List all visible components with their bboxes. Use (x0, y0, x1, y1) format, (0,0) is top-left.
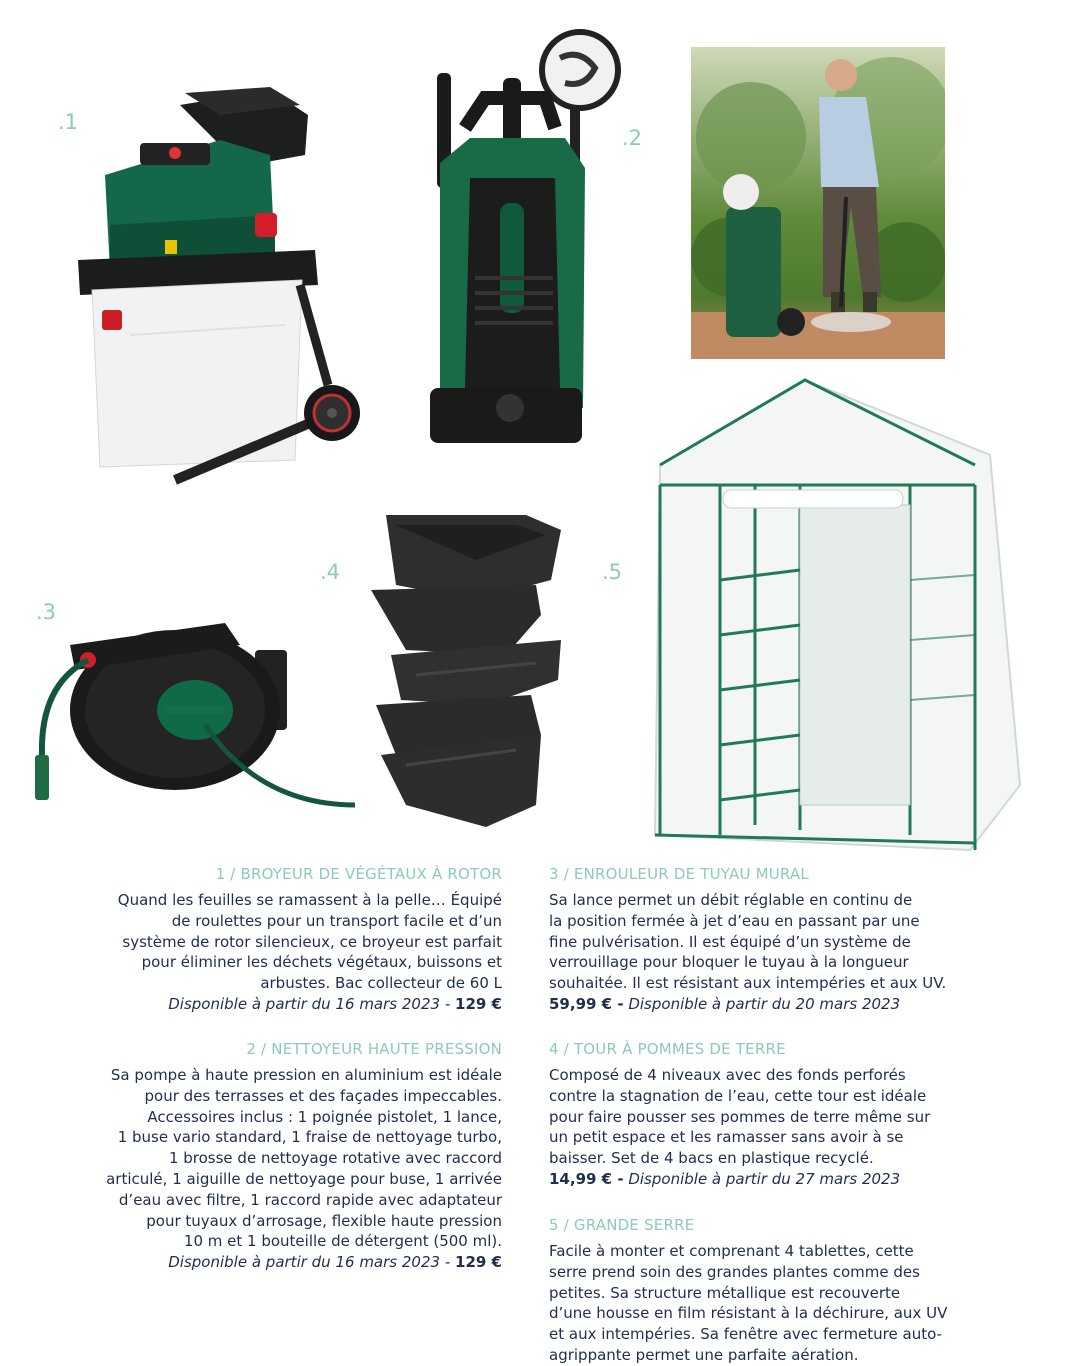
product-2-line: Accessoires inclus : 1 poignée pistolet, 1 lance, (147, 1107, 502, 1126)
product-5-line: petites. Sa structure métallique est recouverte (549, 1283, 901, 1302)
product-number-2: .2 (622, 126, 643, 150)
product-4-line: un petit espace et les ramasser sans avoir à se (549, 1128, 904, 1147)
product-5-line: et aux intempéries. Sa fenêtre avec fermeture auto- (549, 1325, 942, 1344)
product-number-4: .4 (320, 560, 341, 584)
product-3-block (549, 864, 949, 1015)
product-4-price: 14,99 € - (549, 1169, 624, 1188)
product-2-line: 10 m et 1 bouteille de détergent (500 ml). (183, 1232, 502, 1251)
greenhouse-image (645, 375, 1035, 855)
product-5-line: Facile à monter et comprenant 4 tablettes, cette (549, 1242, 914, 1260)
product-1-price: 129 € (455, 994, 502, 1013)
product-1-line: Quand les feuilles se ramassent à la pelle… Équipé (117, 891, 502, 909)
product-2-block (60, 1039, 502, 1273)
product-4-line: contre la stagnation de l’eau, cette tour est idéale (549, 1086, 927, 1105)
product-5-line: agrippante permet une parfaite aération. (549, 1345, 859, 1364)
potato-tower-image (366, 505, 566, 830)
product-2-line: Sa pompe à haute pression en aluminium est idéale (110, 1066, 502, 1084)
product-1-line: de roulettes pour un transport facile et d’un (171, 911, 502, 930)
product-5-line: d’une housse en film résistant à la déchirure, aux UV (549, 1304, 948, 1323)
product-4-block (549, 1039, 949, 1190)
product-2-line: d’eau avec filtre, 1 raccord rapide avec adaptateur (118, 1190, 502, 1209)
product-2-title: 2 / NETTOYEUR HAUTE PRESSION (246, 1040, 502, 1058)
product-number-3: .3 (36, 600, 57, 624)
product-1-line: pour éliminer les déchets végétaux, buissons et (141, 953, 502, 972)
product-3-line: fine pulvérisation. Il est équipé d’un système de (549, 932, 911, 951)
product-3-availability: Disponible à partir du 20 mars 2023 (628, 994, 901, 1013)
product-number-1: .1 (58, 110, 79, 134)
product-2-line: pour tuyaux d’arrosage, flexible haute pression (146, 1211, 502, 1230)
product-3-price: 59,99 € - (549, 994, 624, 1013)
pressure-washer-image (425, 28, 625, 448)
product-1-title: 1 / BROYEUR DE VÉGÉTAUX À ROTOR (215, 865, 502, 883)
product-5-line: serre prend soin des grandes plantes comme des (549, 1262, 920, 1281)
product-1-block (60, 864, 502, 1015)
product-2-price: 129 € (455, 1253, 502, 1272)
product-number-5: .5 (602, 560, 623, 584)
product-3-line: verrouillage pour bloquer le tuyau à la longueur (549, 953, 909, 972)
product-2-line: 1 buse vario standard, 1 fraise de nettoyage turbo, (117, 1128, 502, 1147)
hose-reel-image (30, 615, 360, 815)
pressure-washer-lifestyle-photo (691, 47, 945, 359)
product-2-line: 1 brosse de nettoyage rotative avec raccord (168, 1149, 502, 1168)
product-3-line: la position fermée à jet d’eau en passant par une (549, 911, 920, 930)
product-4-line: Composé de 4 niveaux avec des fonds perforés (549, 1066, 906, 1084)
product-1-availability: Disponible à partir du 16 mars 2023 - (168, 994, 451, 1013)
product-2-line: pour des terrasses et des façades impeccables. (144, 1086, 502, 1105)
product-4-line: pour faire pousser ses pommes de terre même sur (549, 1107, 931, 1126)
product-3-line: Sa lance permet un débit réglable en continu de (549, 891, 913, 909)
product-4-title: 4 / TOUR À POMMES DE TERRE (549, 1040, 786, 1058)
product-1-line: système de rotor silencieux, ce broyeur est parfait (122, 932, 502, 951)
product-4-availability: Disponible à partir du 27 mars 2023 (628, 1169, 901, 1188)
product-5-block (549, 1215, 949, 1366)
product-3-title: 3 / ENROULEUR DE TUYAU MURAL (549, 865, 809, 883)
product-5-title: 5 / GRANDE SERRE (549, 1216, 695, 1234)
product-1-line: arbustes. Bac collecteur de 60 L (260, 974, 502, 993)
product-4-line: baisser. Set de 4 bacs en plastique recyclé. (549, 1149, 874, 1168)
product-3-line: souhaitée. Il est résistant aux intempéries et aux UV. (549, 974, 947, 993)
product-2-availability: Disponible à partir du 16 mars 2023 - (168, 1253, 451, 1272)
product-2-line: articulé, 1 aiguille de nettoyage pour buse, 1 arrivée (106, 1169, 502, 1188)
shredder-image (70, 85, 370, 495)
